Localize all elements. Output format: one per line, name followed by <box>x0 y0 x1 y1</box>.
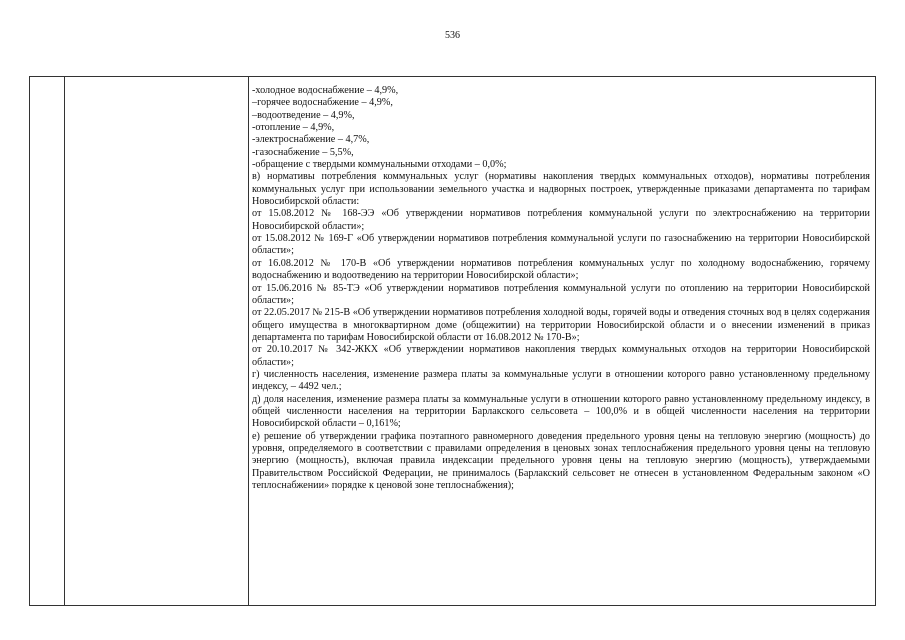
table-cell-content <box>252 85 870 492</box>
list-item: –водоотведение – 4,9%, <box>252 109 355 121</box>
paragraph-v: в) нормативы потребления коммунальных услуг (нормативы накопления твердых коммунальных отходов), нормативы потребления коммунальных услуг при использовании земельного участка и надворных построек, утвержденные приказами департамента по тарифам Новосибирской области: <box>252 171 870 208</box>
list-item: -обращение с твердыми коммунальными отходами – 0,0%; <box>252 159 507 171</box>
column-divider-2 <box>248 77 249 605</box>
list-item: –горячее водоснабжение – 4,9%, <box>252 97 393 109</box>
list-item: -электроснабжение – 4,7%, <box>252 134 370 146</box>
paragraph-order-170: от 16.08.2012 № 170-В «Об утверждении нормативов потребления коммунальных услуг по холодному водоснабжению, горячему водоснабжению и водоотведению на территории Новосибирской области»; <box>252 257 870 282</box>
page-number: 536 <box>445 30 460 41</box>
document-table <box>29 76 876 606</box>
paragraph-order-215: от 22.05.2017 № 215-В «Об утверждении нормативов потребления холодной воды, горячей воды и отведения сточных вод в целях содержания общего имущества в многоквартирном доме (общежитии) на территории Новосибирской области и о внесении изменений в приказ департамента по тарифам Новосибирской области от 16.08.2012 № 170-В»; <box>252 307 870 343</box>
paragraph-g: г) численность населения, изменение размера платы за коммунальные услуги в отношении которого равно установленному предельному индексу, – 4492 чел.; <box>252 368 870 393</box>
paragraph-order-85: от 15.06.2016 № 85-ТЭ «Об утверждении нормативов потребления коммунальной услуги по отоплению на территории Новосибирской области»; <box>252 282 870 306</box>
list-item: -холодное водоснабжение – 4,9%, <box>252 85 399 96</box>
paragraph-order-168: от 15.08.2012 № 168-ЭЭ «Об утверждении нормативов потребления коммунальной услуги по электроснабжению на территории Новосибирской области»; <box>252 208 870 232</box>
column-divider-1 <box>64 77 65 605</box>
list-item: -отопление – 4,9%, <box>252 122 335 134</box>
paragraph-order-169: от 15.08.2012 № 169-Г «Об утверждении нормативов потребления коммунальной услуги по газоснабжению на территории Новосибирской области»; <box>252 233 870 257</box>
paragraph-d: д) доля населения, изменение размера платы за коммунальные услуги в отношении которого равно установленному предельному индексу, в общей численности населения на территории Барлакского сельсовета – 100,0% и в общей численности населения на территории Новосибирской области – 0,161%; <box>252 393 870 430</box>
paragraph-e: е) решение об утверждении графика поэтапного равномерного доведения предельного уровня цены на тепловую энергию (мощность) до уровня, определяемого в соответствии с правилами определения в ценовых зонах теплоснабжения предельного уровня цены на тепловую энергию (мощность), включая правила индексации предельного уровня цены на тепловую энергию (мощность), утверждаемыми Правительством Российской Федерации, не принималось (Барлакский сельсовет не отнесен в установленном Федеральным законом «О теплоснабжении» порядке к ценовой зоне теплоснабжения); <box>252 430 870 491</box>
paragraph-order-342: от 20.10.2017 № 342-ЖКХ «Об утверждении нормативов накопления твердых коммунальных отходов на территории Новосибирской области»; <box>252 344 870 368</box>
list-item: -газоснабжение – 5,5%, <box>252 146 354 158</box>
